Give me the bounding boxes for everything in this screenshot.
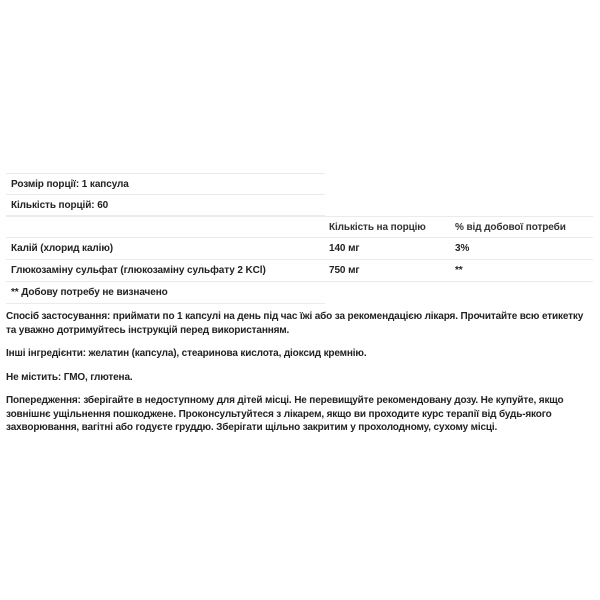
- nutrient-daily-value: 3%: [455, 243, 470, 254]
- header-amount: Кількість на порцію: [329, 221, 426, 233]
- serving-size-row: [6, 174, 325, 195]
- table-footnote: [6, 282, 325, 304]
- does-not-contain-paragraph: Не містить: ГМО, глютена.: [6, 371, 133, 383]
- table-row: [6, 238, 593, 260]
- nutrient-daily-value: **: [455, 265, 463, 276]
- table-row: [6, 260, 593, 282]
- nutrient-name: Калій (хлорид калію): [11, 243, 114, 254]
- warning-paragraph: Попередження: зберігайте в недоступному для дітей місці. Не перевищуйте рекомендовану дозу. Не купуйте, якщо зовнішнє ущільнення пошкоджене. Проконсультуйтеся з лікарем, якщо ви проходите курс терапії від будь-якого захворювання, вагітні або годуєте груддю. Зберігати щільно закритим у прохолодному, сухому місці.: [6, 395, 564, 433]
- product-description: [6, 310, 594, 445]
- nutrient-name: Глюкозаміну сульфат (глюкозаміну сульфату 2 KCl): [11, 265, 266, 276]
- table-header-row: [6, 216, 593, 238]
- footnote-text: ** Добову потребу не визначено: [11, 287, 168, 298]
- nutrient-amount: 750 мг: [329, 265, 360, 276]
- serving-info-table: [6, 173, 325, 216]
- nutrient-table: [6, 216, 593, 304]
- usage-paragraph: Спосіб застосування: приймати по 1 капсулі на день під час їжі або за рекомендацією лікаря. Прочитайте всю етикетку та уважно дотримуйтесь інструкцій перед використанням.: [6, 311, 584, 336]
- servings-count-text: Кількість порцій: 60: [11, 199, 109, 211]
- other-ingredients-paragraph: Інші інгредієнти: желатин (капсула), стеаринова кислота, діоксид кремнію.: [6, 348, 367, 359]
- header-daily-value: % від добової потреби: [455, 221, 566, 233]
- serving-size-text: Розмір порції: 1 капсула: [11, 178, 129, 190]
- nutrient-amount: 140 мг: [329, 243, 360, 254]
- servings-per-container-row: [6, 195, 325, 216]
